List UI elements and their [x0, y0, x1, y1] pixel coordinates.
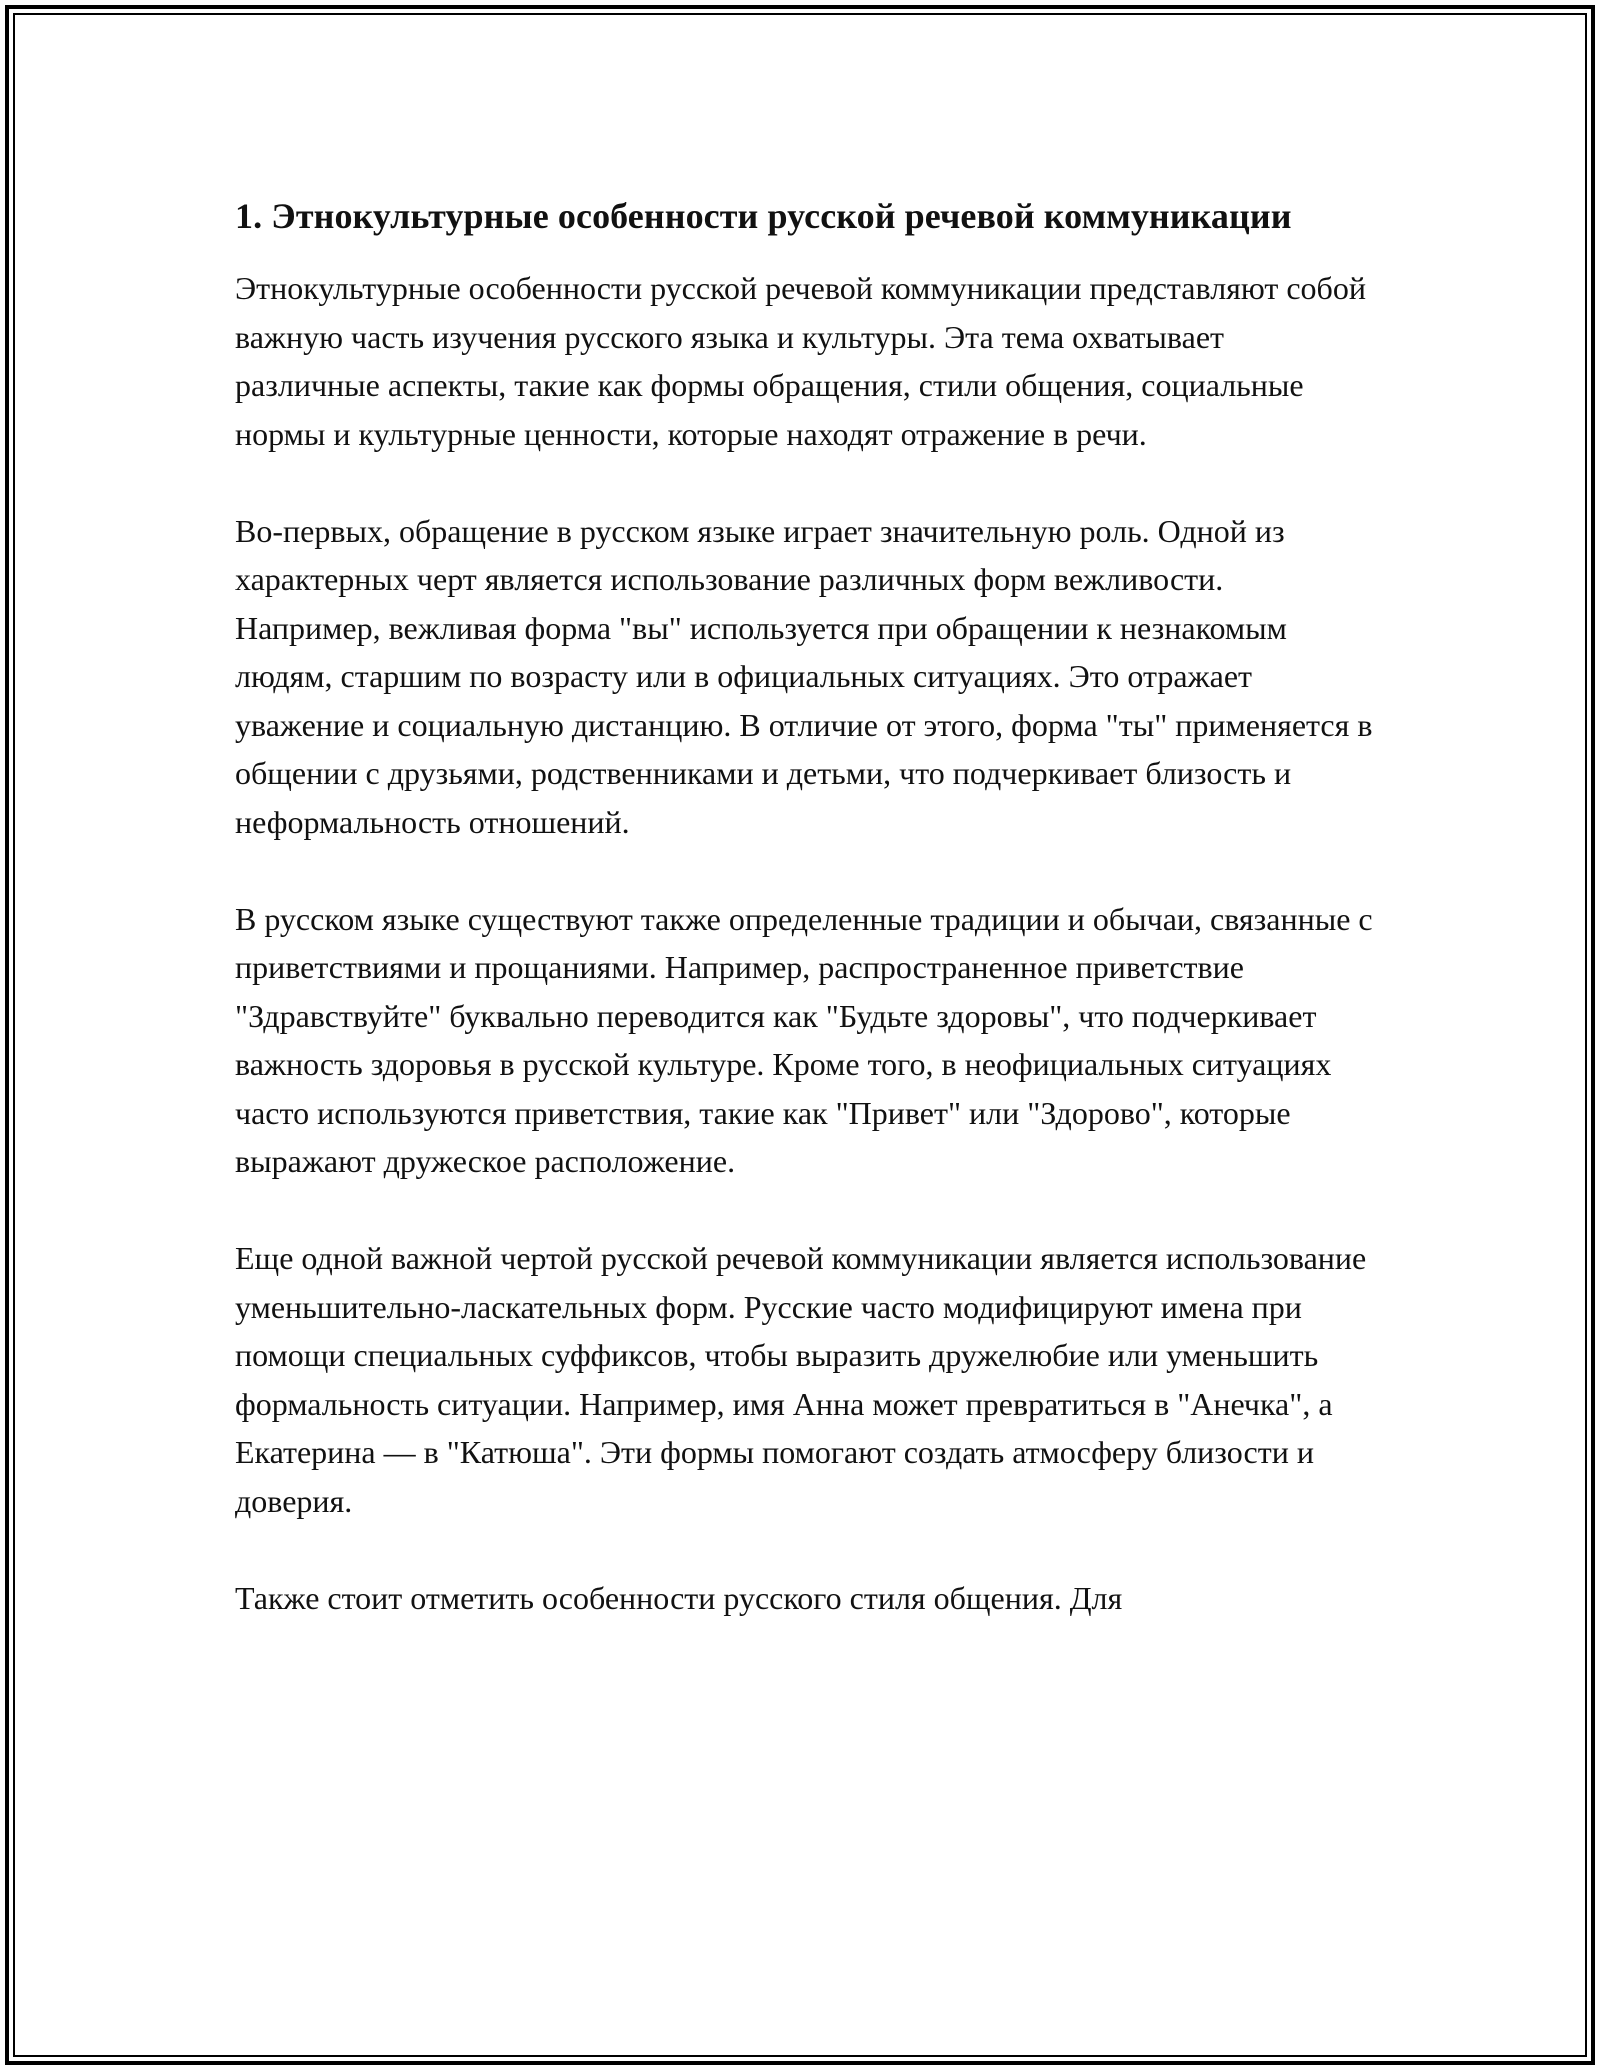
paragraph-intro: Этнокультурные особенности русской речевой коммуникации представляют собой важную часть изучения русского языка и культуры. Эта тема охватывает различные аспекты, такие как формы обращения, стили общения, социальные нормы и культурные ценности, которые находят отражение в речи.	[235, 270, 1366, 452]
paragraph-greetings: В русском языке существуют также определенные традиции и обычаи, связанные с приветствиями и прощаниями. Например, распространенное приветствие "Здравствуйте" буквально переводится как "Будьте здоровы", что подчеркивает важность здоровья в русской культуре. Кроме того, в неофициальных ситуациях часто используются приветствия, такие как "Привет" или "Здорово", которые выражают дружеское расположение.	[235, 900, 1373, 1179]
paragraph-diminutives: Еще одной важной чертой русской речевой коммуникации является использование уменьшительно-ласкательных форм. Русские часто модифицируют имена при помощи специальных суффиксов, чтобы выразить дружелюбие или уменьшить формальность ситуации. Например, имя Анна может превратиться в "Анечка", а Екатерина — в "Катюша". Эти формы помогают создать атмосферу близости и доверия.	[235, 1240, 1367, 1519]
paragraph-communication-style: Также стоит отметить особенности русского стиля общения. Для	[235, 1579, 1123, 1616]
paragraph-forms-of-address: Во-первых, обращение в русском языке играет значительную роль. Одной из характерных черт является использование различных форм вежливости. Например, вежливая форма "вы" используется при обращении к незнакомым людям, старшим по возрасту или в официальных ситуациях. Это отражает уважение и социальную дистанцию. В отличие от этого, форма "ты" применяется в общении с друзьями, родственниками и детьми, что подчеркивает близость и неформальность отношений.	[235, 512, 1373, 840]
document-body	[235, 188, 1375, 1622]
section-heading: 1. Этнокультурные особенности русской речевой коммуникации	[235, 196, 1292, 236]
